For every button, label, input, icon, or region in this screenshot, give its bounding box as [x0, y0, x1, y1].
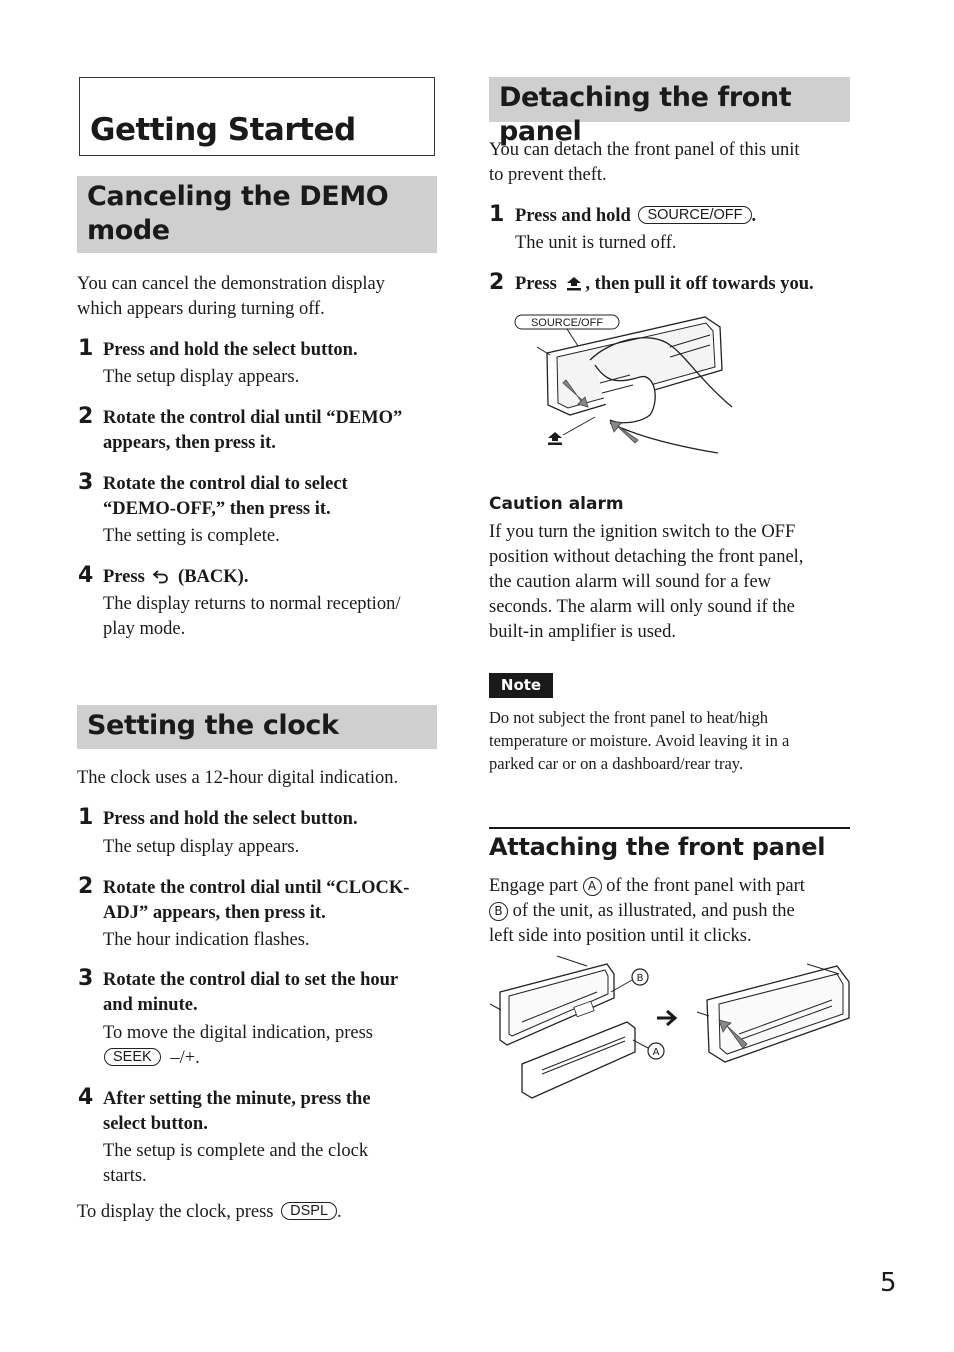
demo-step-3-title	[103, 472, 348, 522]
detach-step-2-title	[515, 272, 814, 297]
demo-heading-line2: mode	[87, 215, 170, 246]
figure-part-a-label: A	[652, 1047, 660, 1058]
step-title-suffix: .	[751, 206, 757, 226]
demo-intro-line: which appears during turning off.	[77, 299, 325, 319]
demo-heading	[77, 176, 437, 253]
detach-intro-line: You can detach the front panel of this unit	[489, 140, 800, 160]
clock-step-3-desc	[103, 1021, 373, 1071]
demo-step-1-number: 1	[78, 336, 94, 361]
detach-intro-line: to prevent theft.	[489, 165, 607, 185]
step-desc-line: The display returns to normal reception/	[103, 594, 401, 614]
clock-intro: The clock uses a 12-hour digital indication.	[77, 768, 399, 788]
back-icon	[151, 568, 171, 584]
attach-heading: Attaching the front panel	[489, 827, 850, 861]
demo-step-3-number: 3	[78, 470, 94, 495]
demo-step-2-title	[103, 406, 402, 456]
caution-line: the caution alarm will sound for a few	[489, 572, 772, 592]
detach-intro	[489, 138, 800, 188]
detach-illustration	[510, 305, 750, 465]
attach-illustration	[487, 952, 853, 1102]
step-title-prefix: Press	[515, 274, 557, 294]
caution-line: position without detaching the front panel,	[489, 547, 804, 567]
attach-text-part: of the front panel with part	[606, 876, 805, 896]
attach-line	[489, 899, 805, 924]
step-desc-line: starts.	[103, 1166, 147, 1186]
demo-step-3-desc: The setting is complete.	[103, 526, 280, 546]
detach-step-1-title	[515, 204, 756, 229]
step-desc-line: To move the digital indication, press	[103, 1023, 373, 1043]
step-title-line: Rotate the control dial to select	[103, 474, 348, 494]
step-title-line: After setting the minute, press the	[103, 1089, 371, 1109]
attach-text-part: of the unit, as illustrated, and push the	[512, 901, 795, 921]
demo-step-4-desc	[103, 592, 400, 642]
step-title-line: select button.	[103, 1114, 208, 1134]
demo-step-1-desc: The setup display appears.	[103, 367, 300, 387]
caution-line: built-in amplifier is used.	[489, 622, 677, 642]
step-title-line: and minute.	[103, 995, 198, 1015]
page-title: Getting Started	[90, 112, 356, 148]
source-off-button: SOURCE/OFF	[638, 206, 751, 224]
step-desc-line: The setup is complete and the clock	[103, 1141, 369, 1161]
demo-step-1-title: Press and hold the select button.	[103, 340, 358, 360]
figure-part-b-label: B	[636, 973, 644, 984]
step-desc-line: play mode.	[103, 619, 186, 639]
demo-intro	[77, 272, 385, 322]
figure-source-off-label: SOURCE/OFF	[530, 317, 604, 329]
attach-line	[489, 874, 805, 899]
step-title-line: “DEMO-OFF,” then press it.	[103, 499, 331, 519]
attach-line: left side into position until it clicks.	[489, 926, 752, 946]
clock-step-4-number: 4	[78, 1085, 94, 1110]
step-title-prefix: Press and hold	[515, 206, 631, 226]
step-desc-line	[103, 1046, 373, 1071]
demo-intro-line: You can cancel the demonstration display	[77, 274, 385, 294]
clock-footer-text: To display the clock, press	[77, 1202, 274, 1222]
step-title-suffix: (BACK).	[178, 567, 249, 587]
demo-heading-line1: Canceling the DEMO	[87, 181, 389, 212]
clock-step-3-title	[103, 968, 398, 1018]
clock-step-4-desc	[103, 1139, 368, 1189]
caution-heading: Caution alarm	[489, 494, 624, 514]
step-title-line: appears, then press it.	[103, 433, 276, 453]
caution-line: seconds. The alarm will only sound if the	[489, 597, 795, 617]
step-title-line: ADJ” appears, then press it.	[103, 903, 326, 923]
clock-step-2-title	[103, 876, 409, 926]
step-title-line: Rotate the control dial until “CLOCK-	[103, 878, 410, 898]
detach-step-1-desc: The unit is turned off.	[515, 233, 677, 253]
dspl-button: DSPL	[281, 1202, 337, 1220]
clock-footer-period: .	[337, 1202, 342, 1222]
detach-heading: Detaching the front panel	[489, 77, 850, 122]
detach-step-2-number: 2	[489, 270, 505, 295]
attach-text	[489, 874, 805, 949]
seek-button: SEEK	[104, 1048, 161, 1066]
caution-line: If you turn the ignition switch to the OFF	[489, 522, 796, 542]
clock-step-1-title: Press and hold the select button.	[103, 809, 358, 829]
step-title-line: Rotate the control dial to set the hour	[103, 970, 399, 990]
note-text	[489, 706, 789, 775]
note-badge: Note	[489, 673, 553, 698]
note-line: temperature or moisture. Avoid leaving it in a	[489, 731, 790, 750]
part-a-marker: A	[583, 877, 602, 896]
step-title-suffix: , then pull it off towards you.	[585, 274, 814, 294]
clock-heading: Setting the clock	[77, 705, 437, 749]
clock-step-1-desc: The setup display appears.	[103, 837, 300, 857]
attach-text-part: Engage part	[489, 876, 578, 896]
clock-footer	[77, 1200, 342, 1225]
page-number: 5	[880, 1268, 897, 1298]
clock-step-3-number: 3	[78, 966, 94, 991]
clock-step-1-number: 1	[78, 805, 94, 830]
figure-release-icon	[548, 432, 562, 445]
demo-step-4-number: 4	[78, 563, 94, 588]
step-title-prefix: Press	[103, 567, 145, 587]
note-line: parked car or on a dashboard/rear tray.	[489, 754, 744, 773]
seek-range: –/+.	[170, 1048, 200, 1068]
release-icon	[564, 274, 584, 292]
part-b-marker: B	[489, 902, 508, 921]
detach-step-1-number: 1	[489, 202, 505, 227]
caution-text	[489, 520, 803, 645]
note-line: Do not subject the front panel to heat/high	[489, 708, 769, 727]
step-title-line: Rotate the control dial until “DEMO”	[103, 408, 403, 428]
demo-step-2-number: 2	[78, 404, 94, 429]
clock-step-2-number: 2	[78, 874, 94, 899]
demo-step-4-title	[103, 565, 248, 590]
clock-step-2-desc: The hour indication flashes.	[103, 930, 310, 950]
clock-step-4-title	[103, 1087, 371, 1137]
